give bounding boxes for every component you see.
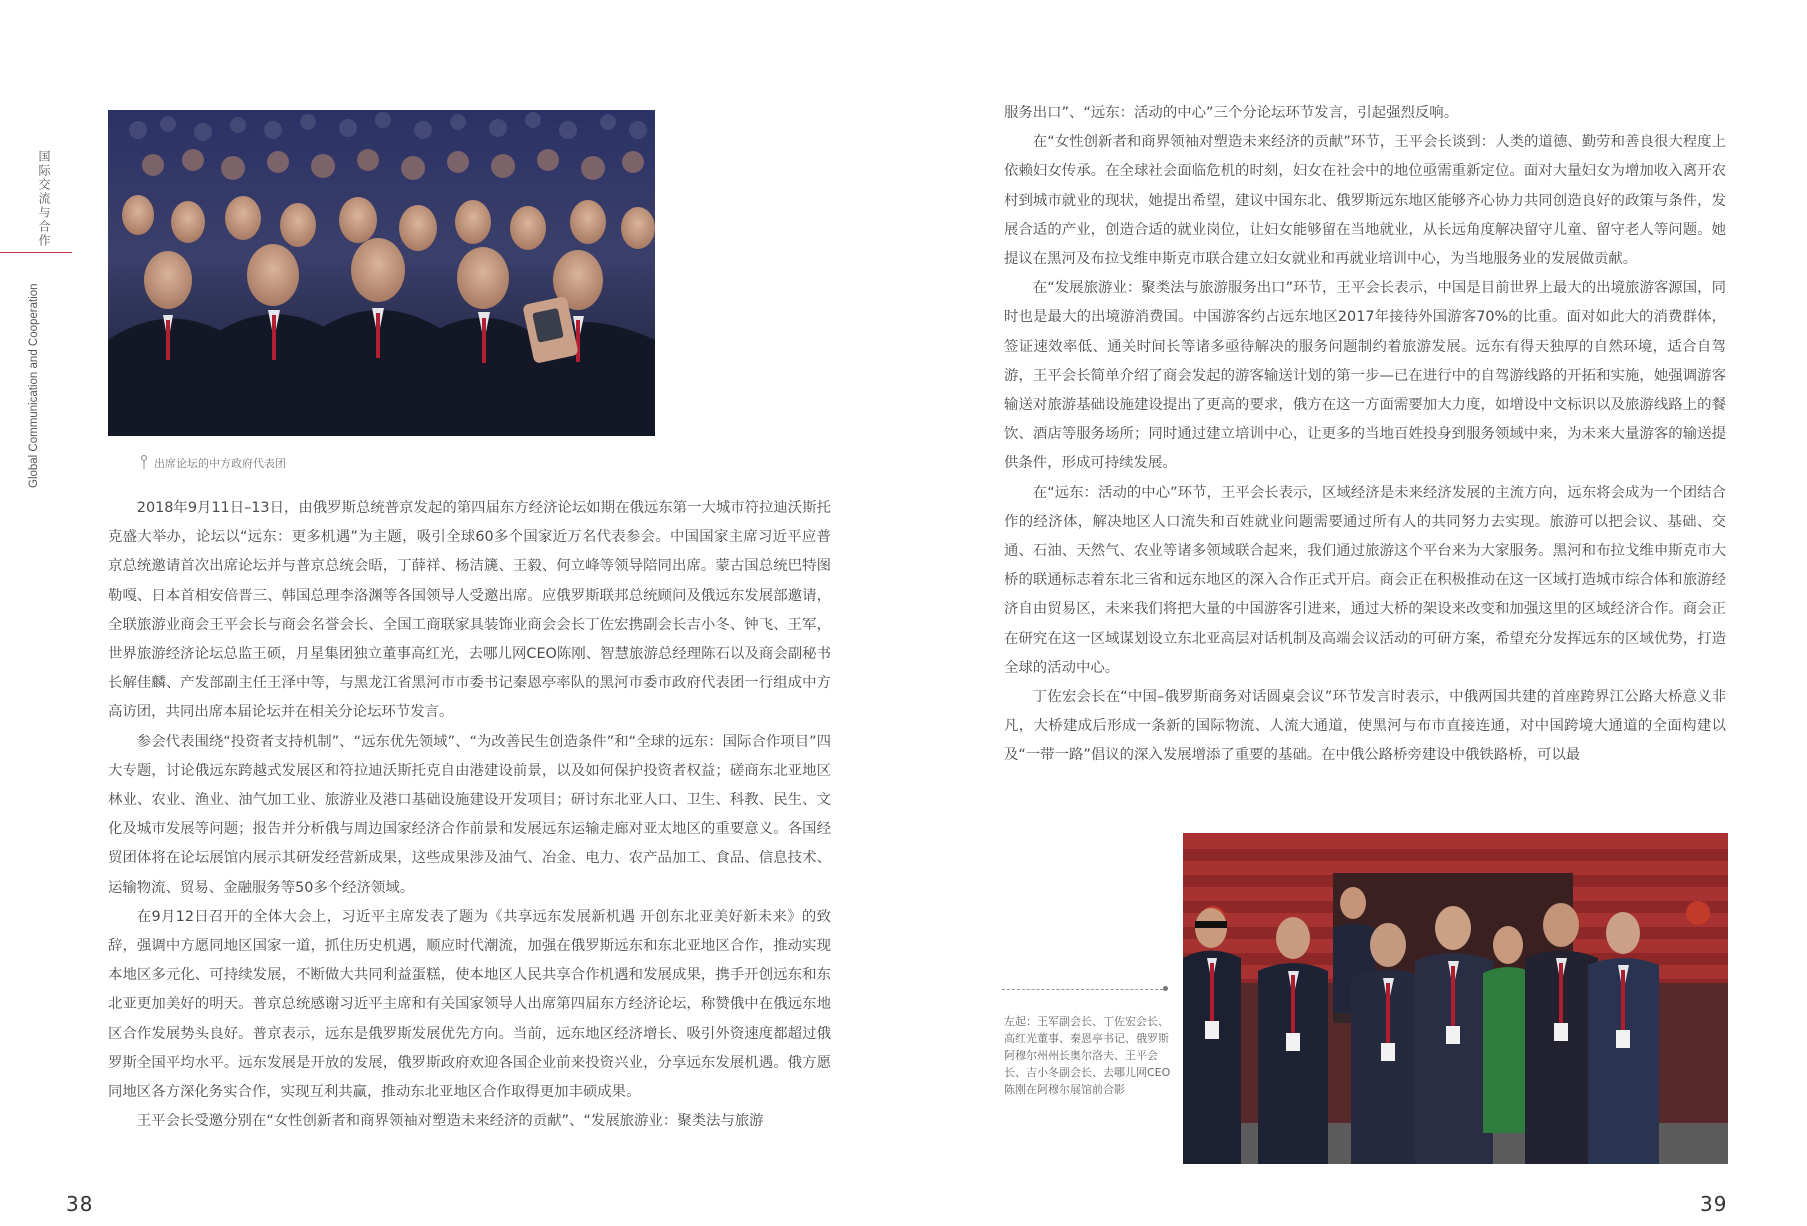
left-text-column xyxy=(108,494,831,1136)
paragraph-continued: 服务出口”、“远东：活动的中心”三个分论坛环节发言，引起强烈反响。 xyxy=(1004,105,1459,121)
paragraph: 2018年9月11日–13日，由俄罗斯总统普京发起的第四届东方经济论坛如期在俄远东第一大城市符拉迪沃斯托克盛大举办，论坛以“远东：更多机遇”为主题，吸引全球60多个国家近万名代表参会。中国国家主席习近平应普京总统邀请首次出席论坛并与普京总统会晤，丁薛祥、杨洁篪、王毅、何立峰等领导陪同出席。蒙古国总统巴特图勒嘎、日本首相安倍晋三、韩国总理李洛渊等各国领导人受邀出席。应俄罗斯联邦总统顾问及俄远东发展部邀请，全联旅游业商会王平会长与商会名誉会长、全国工商联家具装饰业商会会长丁佐宏携副会长吉小冬、钟飞、王军，世界旅游经济论坛总监王硕，月星集团独立董事高红光，去哪儿网CEO陈刚、智慧旅游总经理陈石以及商会副秘书长解佳麟、产发部副主任王泽中等，与黑龙江省黑河市市委书记秦恩亭率队的黑河市委市政府代表团一行组成中方高访团，共同出席本届论坛并在相关分论坛环节发言。 xyxy=(108,500,831,721)
caption-leader-dot xyxy=(1163,986,1168,991)
paragraph: 在“远东：活动的中心”环节，王平会长表示，区域经济是未来经济发展的主流方向，远东将会成为一个团结合作的经济体，解决地区人口流失和百姓就业问题需要通过所有人的共同努力去实现。旅游可以把会议、基础、交通、石油、天然气、农业等诸多领域联合起来，我们通过旅游这个平台来为大家服务。黑河和布拉戈维申斯克市大桥的联通标志着东北三省和远东地区的深入合作正式开启。商会正在积极推动在这一区域打造城市综合体和旅游经济自由贸易区，未来我们将把大量的中国游客引进来，通过大桥的架设来改变和加强这里的区域经济合作。商会正在研究在这一区域谋划设立东北亚高层对话机制及高端会议活动的可研方案，希望充分发挥远东的区域优势，打造全球的活动中心。 xyxy=(1004,484,1726,676)
paragraph: 丁佐宏会长在“中国–俄罗斯商务对话圆桌会议”环节发言时表示，中俄两国共建的首座跨界江公路大桥意义非凡，大桥建成后形成一条新的国际物流、人流大通道，使黑河与布市直接连通，对中国跨境大通道的全面构建以及“一带一路”倡议的深入发展增添了重要的基础。在中俄公路桥旁建设中俄铁路桥，可以最 xyxy=(1004,689,1726,764)
right-text-column xyxy=(1004,99,1726,771)
group-photo xyxy=(1183,833,1728,1164)
paragraph: 参会代表围绕“投资者支持机制”、“远东优先领域”、“为改善民生创造条件”和“全球的远东：国际合作项目”四大专题，讨论俄远东跨越式发展区和符拉迪沃斯托克自由港建设前景，以及如何保护投资者权益；磋商东北亚地区林业、农业、渔业、油气加工业、旅游业及港口基础设施建设开发项目；研讨东北亚人口、卫生、科教、民生、文化及城市发展等问题；报告并分析俄与周边国家经济合作前景和发展远东运输走廊对亚太地区的重要意义。各国经贸团体将在论坛展馆内展示其研发经营新成果，这些成果涉及油气、冶金、电力、农产品加工、食品、信息技术、运输物流、贸易、金融服务等50多个经济领域。 xyxy=(108,733,831,896)
photo2-caption: 左起：王军副会长、丁佐宏会长、高红光董事、秦恩亭书记、俄罗斯阿穆尔州州长奥尔洛夫、王平会长、吉小冬副会长、去哪儿网CEO陈刚在阿穆尔展馆前合影 xyxy=(1004,1015,1171,1096)
forum-delegation-photo xyxy=(108,110,655,436)
caption-leader-line xyxy=(1002,989,1163,990)
page-number-left: 38 xyxy=(66,1192,94,1216)
section-title-chinese: 国际交流与合作 xyxy=(37,150,51,248)
accent-rule xyxy=(0,252,72,253)
paragraph: 在9月12日召开的全体大会上，习近平主席发表了题为《共享远东发展新机遇 开创东北亚美好新未来》的致辞，强调中方愿同地区国家一道，抓住历史机遇，顺应时代潮流，加强在俄罗斯远东和东北亚地区合作，推动实现本地区多元化、可持续发展，不断做大共同利益蛋糕，使本地区人民共享合作机遇和发展成果，携手开创远东和东北亚更加美好的明天。普京总统感谢习近平主席和有关国家领导人出席第四届东方经济论坛，称赞俄中在俄远东地区合作发展势头良好。普京表示，远东是俄罗斯发展优先方向。当前，远东地区经济增长、吸引外资速度都超过俄罗斯全国平均水平。远东发展是开放的发展，俄罗斯政府欢迎各国企业前来投资兴业，分享远东发展机遇。俄方愿同地区各方深化务实合作，实现互利共赢，推动东北亚地区合作取得更加丰硕成果。 xyxy=(108,908,831,1101)
photo1-caption-text: 出席论坛的中方政府代表团 xyxy=(154,457,286,470)
pin-icon xyxy=(140,455,148,469)
paragraph: 在“女性创新者和商界领袖对塑造未来经济的贡献”环节，王平会长谈到：人类的道德、勤劳和善良很大程度上依赖妇女传承。在全球社会面临危机的时刻，妇女在社会中的地位亟需重新定位。面对大量妇女为增加收入离开农村到城市就业的现状，她提出希望，建议中国东北、俄罗斯远东地区能够齐心协力共同创造良好的政策与条件，发展合适的产业，创造合适的就业岗位，让妇女能够留在当地就业，从长远角度解决留守儿童、留守老人等问题。她提议在黑河及布拉戈维申斯克市联合建立妇女就业和再就业培训中心，为当地服务业的发展做贡献。 xyxy=(1004,134,1726,268)
paragraph: 在“发展旅游业：聚类法与旅游服务出口”环节，王平会长表示，中国是目前世界上最大的出境旅游客源国，同时也是最大的出境游消费国。中国游客约占远东地区2017年接待外国游客70%的比重。面对如此大的消费群体，签证速效率低、通关时间长等诸多亟待解决的服务问题制约着旅游发展。远东有得天独厚的自然环境，适合自驾游，王平会长简单介绍了商会发起的游客输送计划的第一步—已在进行中的自驾游线路的开拓和实施，她强调游客输送对旅游基础设施建设提出了更高的要求，俄方在这一方面需要加大力度，如增设中文标识以及旅游线路上的餐饮、酒店等服务场所；同时通过建立培训中心，让更多的当地百姓投身到服务领域中来，为未来大量游客的输送提供条件，形成可持续发展。 xyxy=(1004,280,1726,472)
photo1-caption xyxy=(140,455,286,471)
section-title-english: Global Communication and Cooperation xyxy=(28,283,40,488)
paragraph: 王平会长受邀分别在“女性创新者和商界领袖对塑造未来经济的贡献”、“发展旅游业：聚类法与旅游 xyxy=(136,1113,764,1130)
page-number-right: 39 xyxy=(1700,1192,1728,1216)
